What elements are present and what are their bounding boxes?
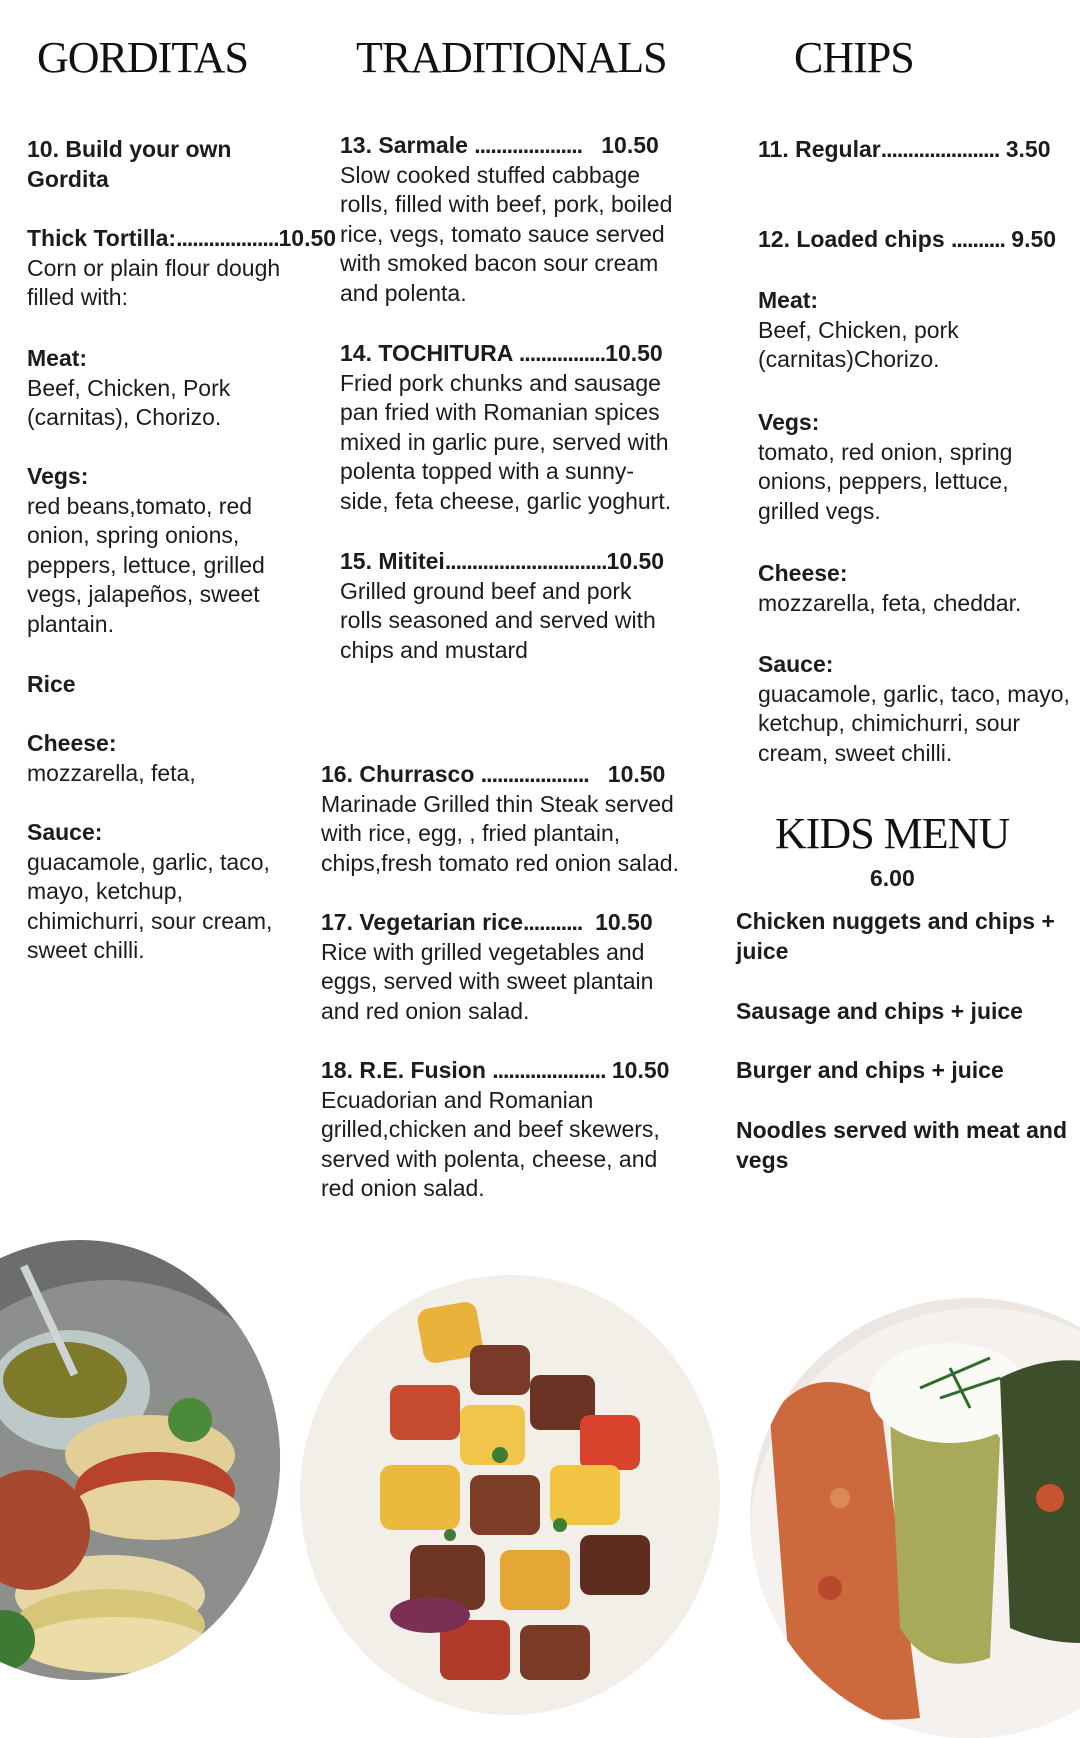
gordita-sauce-section: Sauce: guacamole, garlic, taco, mayo, ketchup, chimichurri, sour cream, sweet chilli. xyxy=(27,819,273,963)
menu-item-vegetarian-rice: 17. Vegetarian rice........... 10.50 Rice with grilled vegetables and eggs, served with sweet plantain and red onion salad. xyxy=(321,909,654,1024)
gorditas-photo xyxy=(0,1240,280,1680)
chips-cheese-section: Cheese: mozzarella, feta, cheddar. xyxy=(758,560,1022,616)
menu-item-tochitura: 14. TOCHITURA ................10.50 Fried pork chunks and sausage pan fried with Romanian spices mixed in garlic pure, served with polenta topped with a sunny- side, feta cheese, garlic yoghurt. xyxy=(340,340,672,514)
chips-sauce-section: Sauce: guacamole, garlic, taco, mayo, ketchup, chimichurri, sour cream, sweet chilli. xyxy=(758,651,1070,766)
kids-item-noodles: Noodles served with meat and vegs xyxy=(736,1117,1068,1173)
gordita-vegs-section: Vegs: red beans,tomato, red onion, spring onions, peppers, lettuce, grilled vegs, jalapeños, sweet plantain. xyxy=(27,463,265,637)
gorditas-illustration xyxy=(0,1240,280,1680)
gordita-cheese-section: Cheese: mozzarella, feta, xyxy=(27,730,196,786)
kids-item-burger: Burger and chips + juice xyxy=(736,1057,1004,1083)
menu-item-re-fusion: 18. R.E. Fusion ..................... 10.50 Ecuadorian and Romanian grilled,chicken and beef skewers, served with polenta, cheese, and red onion salad. xyxy=(321,1057,670,1201)
chips-vegs-section: Vegs: tomato, red onion, spring onions, peppers, lettuce, grilled vegs. xyxy=(758,409,1013,524)
menu-item-regular-chips: 11. Regular...................... 3.50 xyxy=(758,136,1051,162)
kids-menu-heading: KIDS MENU xyxy=(775,809,1010,858)
chips-meat-section: Meat: Beef, Chicken, pork (carnitas)Chorizo. xyxy=(758,287,959,372)
stuffed-cabbage-illustration xyxy=(750,1298,1080,1738)
menu-item-mititei: 15. Mititei..............................10.50 Grilled ground beef and pork rolls seasoned and served with chips and mustard xyxy=(340,548,665,663)
menu-item-sarmale: 13. Sarmale .................... 10.50 Slow cooked stuffed cabbage rolls, filled with beef, pork, boiled rice, vegs, tomato sauce served with smoked bacon sour cream and polenta. xyxy=(340,132,673,306)
menu-item-loaded-chips: 12. Loaded chips .......... 9.50 xyxy=(758,226,1057,252)
kids-item-nuggets: Chicken nuggets and chips + juice xyxy=(736,908,1055,964)
chips-heading: CHIPS xyxy=(794,33,914,82)
gordita-meat-section: Meat: Beef, Chicken, Pork (carnitas), Chorizo. xyxy=(27,345,231,430)
kids-item-sausage: Sausage and chips + juice xyxy=(736,998,1023,1024)
stuffed-cabbage-photo xyxy=(750,1298,1080,1738)
kids-menu-price: 6.00 xyxy=(870,865,915,891)
menu-item-churrasco: 16. Churrasco .................... 10.50 Marinade Grilled thin Steak served with rice, egg, , fried plantain, chips,fresh tomato red onion salad. xyxy=(321,761,679,876)
gorditas-heading: GORDITAS xyxy=(37,33,248,82)
gordita-rice-label: Rice xyxy=(27,671,76,697)
skewers-illustration xyxy=(300,1275,720,1715)
traditionals-heading: TRADITIONALS xyxy=(356,33,667,82)
thick-tortilla-item: Thick Tortilla:...................10.50 Corn or plain flour dough filled with: xyxy=(27,225,337,310)
skewers-photo xyxy=(300,1275,720,1715)
build-gordita-title: 10. Build your own Gordita xyxy=(27,136,232,192)
